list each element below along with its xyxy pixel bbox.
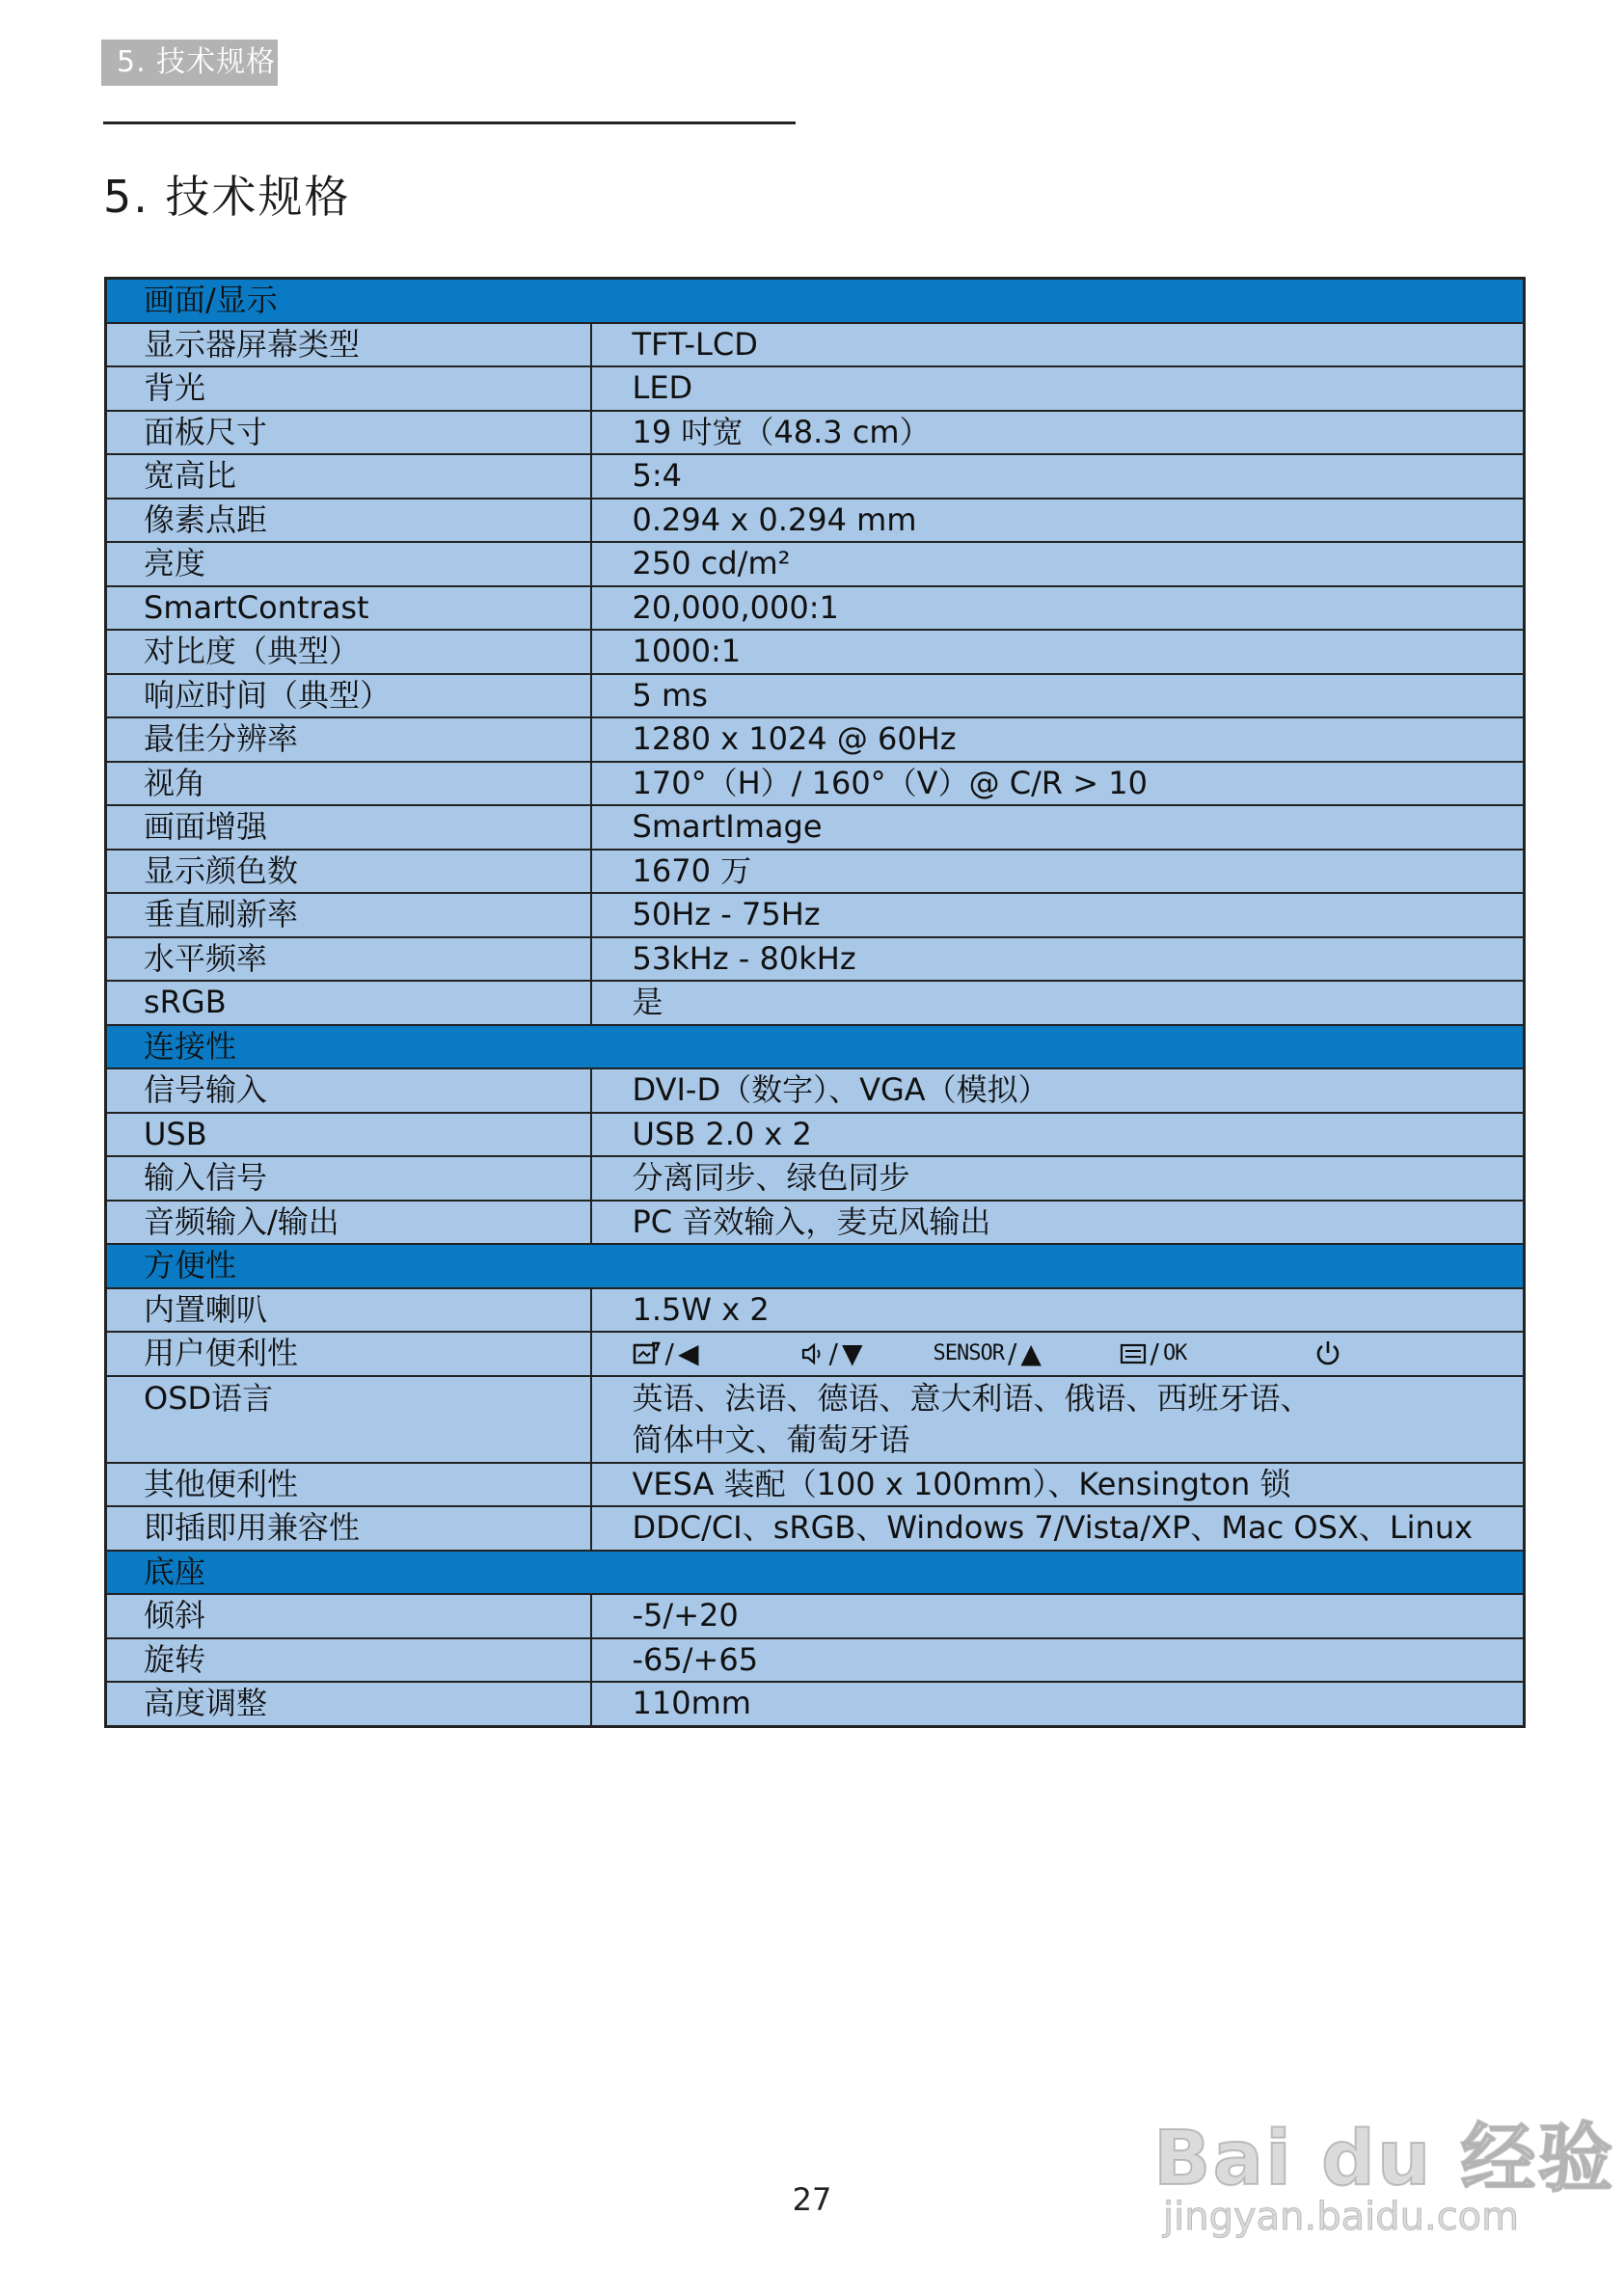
spec-label: 用户便利性 (106, 1332, 591, 1376)
spec-value: 110mm (591, 1682, 1525, 1726)
spec-label: 高度调整 (106, 1682, 591, 1726)
spec-label: 面板尺寸 (106, 411, 591, 455)
spec-value: VESA 装配（100 x 100mm）、Kensington 锁 (591, 1463, 1525, 1507)
spec-row (106, 1682, 1525, 1726)
down-arrow-icon: ▼ (841, 1337, 863, 1370)
header-rule (103, 122, 796, 124)
spec-row (106, 586, 1525, 631)
spec-value: 170°（H）/ 160°（V）@ C/R > 10 (591, 762, 1525, 806)
spec-label: 垂直刷新率 (106, 893, 591, 937)
section-title: 画面/显示 (106, 279, 1525, 323)
spec-label: 像素点距 (106, 499, 591, 543)
spec-label: 内置喇叭 (106, 1288, 591, 1333)
section-header-convenience (106, 1244, 1525, 1288)
spec-row (106, 1463, 1525, 1507)
spec-row (106, 1201, 1525, 1245)
page-number: 27 (792, 2181, 832, 2218)
section-header-connectivity (106, 1025, 1525, 1069)
section-tag: 5. 技术规格 (101, 40, 278, 86)
spec-row (106, 499, 1525, 543)
spec-value: 1280 x 1024 @ 60Hz (591, 717, 1525, 762)
spec-label: 水平频率 (106, 937, 591, 982)
spec-value: TFT-LCD (591, 323, 1525, 367)
spec-value: 1.5W x 2 (591, 1288, 1525, 1333)
spec-row (106, 411, 1525, 455)
spec-value: 20,000,000:1 (591, 586, 1525, 631)
spec-value: LED (591, 366, 1525, 411)
spec-label: 显示颜色数 (106, 850, 591, 894)
section-title: 底座 (106, 1551, 1525, 1595)
section-title: 连接性 (106, 1025, 1525, 1069)
spec-row (106, 1156, 1525, 1201)
spec-row (106, 323, 1525, 367)
spec-label: 其他便利性 (106, 1463, 591, 1507)
spec-row-user-convenience (106, 1332, 1525, 1376)
power-icon (1313, 1338, 1343, 1369)
spec-value: DDC/CI、sRGB、Windows 7/Vista/XP、Mac OSX、Linux (591, 1506, 1525, 1551)
spec-label: sRGB (106, 981, 591, 1025)
left-arrow-icon: ◀ (677, 1337, 699, 1370)
spec-row (106, 366, 1525, 411)
control-volume (800, 1333, 934, 1374)
spec-value: 1670 万 (591, 850, 1525, 894)
spec-label: USB (106, 1113, 591, 1157)
spec-table (104, 277, 1526, 1728)
spec-value: -65/+65 (591, 1638, 1525, 1683)
connectivity-rows (106, 1068, 1525, 1244)
control-menu-ok (1120, 1333, 1313, 1374)
smartimage-icon (633, 1341, 662, 1366)
control-icons (591, 1332, 1525, 1376)
watermark-brand: Bai du 经验 (1153, 2116, 1615, 2202)
sensor-label: SENSOR (933, 1341, 1004, 1366)
spec-label: OSD语言 (106, 1376, 591, 1463)
spec-row (106, 1288, 1525, 1333)
spec-row (106, 981, 1525, 1025)
control-power (1313, 1338, 1343, 1369)
spec-value: 250 cd/m² (591, 542, 1525, 586)
osd-languages-line1: 英语、法语、德语、意大利语、俄语、西班牙语、 (632, 1379, 1312, 1417)
spec-row (106, 454, 1525, 499)
spec-value: DVI-D（数字）、VGA（模拟） (591, 1068, 1525, 1113)
watermark-url: jingyan.baidu.com (1163, 2195, 1520, 2239)
display-rows (106, 323, 1525, 1025)
spec-label: 宽高比 (106, 454, 591, 499)
spec-value: 分离同步、绿色同步 (591, 1156, 1525, 1201)
spec-value: 0.294 x 0.294 mm (591, 499, 1525, 543)
spec-value: PC 音效输入，麦克风输出 (591, 1201, 1525, 1245)
spec-label: 视角 (106, 762, 591, 806)
spec-label: 旋转 (106, 1638, 591, 1683)
section-header-display (106, 279, 1525, 323)
up-arrow-icon: ▲ (1020, 1337, 1042, 1370)
spec-value: 50Hz - 75Hz (591, 893, 1525, 937)
spec-label: 倾斜 (106, 1594, 591, 1638)
spec-value: 53kHz - 80kHz (591, 937, 1525, 982)
spec-label: 输入信号 (106, 1156, 591, 1201)
spec-label: 背光 (106, 366, 591, 411)
spec-row (106, 850, 1525, 894)
spec-row (106, 805, 1525, 850)
spec-row (106, 1113, 1525, 1157)
spec-label: 亮度 (106, 542, 591, 586)
ok-label: OK (1162, 1341, 1187, 1366)
spec-row (106, 893, 1525, 937)
spec-row-osd (106, 1376, 1525, 1463)
separator: / (1007, 1337, 1017, 1370)
spec-row (106, 674, 1525, 718)
spec-value: SmartImage (591, 805, 1525, 850)
spec-row (106, 1638, 1525, 1683)
spec-value (591, 1376, 1525, 1463)
spec-row (106, 717, 1525, 762)
spec-value: 5 ms (591, 674, 1525, 718)
spec-label: 最佳分辨率 (106, 717, 591, 762)
section-header-stand (106, 1551, 1525, 1595)
separator: / (1150, 1337, 1159, 1370)
spec-row (106, 1506, 1525, 1551)
spec-label: 信号输入 (106, 1068, 591, 1113)
spec-row (106, 630, 1525, 674)
separator: / (664, 1337, 674, 1370)
menu-icon (1120, 1342, 1147, 1365)
spec-value: USB 2.0 x 2 (591, 1113, 1525, 1157)
stand-rows (106, 1594, 1525, 1726)
spec-label: 显示器屏幕类型 (106, 323, 591, 367)
osd-languages-line2: 简体中文、葡萄牙语 (632, 1420, 910, 1458)
spec-row (106, 937, 1525, 982)
section-title: 方便性 (106, 1244, 1525, 1288)
spec-value: 5:4 (591, 454, 1525, 499)
spec-row (106, 1068, 1525, 1113)
spec-row (106, 542, 1525, 586)
spec-row (106, 762, 1525, 806)
spec-label: 画面增强 (106, 805, 591, 850)
spec-value: 19 吋宽（48.3 cm） (591, 411, 1525, 455)
spec-label: 响应时间（典型） (106, 674, 591, 718)
spec-row (106, 1594, 1525, 1638)
spec-label: 即插即用兼容性 (106, 1506, 591, 1551)
spec-label: 对比度（典型） (106, 630, 591, 674)
spec-label: SmartContrast (106, 586, 591, 631)
spec-value: 是 (591, 981, 1525, 1025)
separator: / (828, 1337, 838, 1370)
spec-value: 1000:1 (591, 630, 1525, 674)
page-title: 5. 技术规格 (103, 171, 351, 223)
control-smartimage (633, 1333, 800, 1374)
spec-value: -5/+20 (591, 1594, 1525, 1638)
spec-label: 音频输入/输出 (106, 1201, 591, 1245)
volume-icon (800, 1341, 826, 1366)
control-sensor (934, 1333, 1120, 1374)
